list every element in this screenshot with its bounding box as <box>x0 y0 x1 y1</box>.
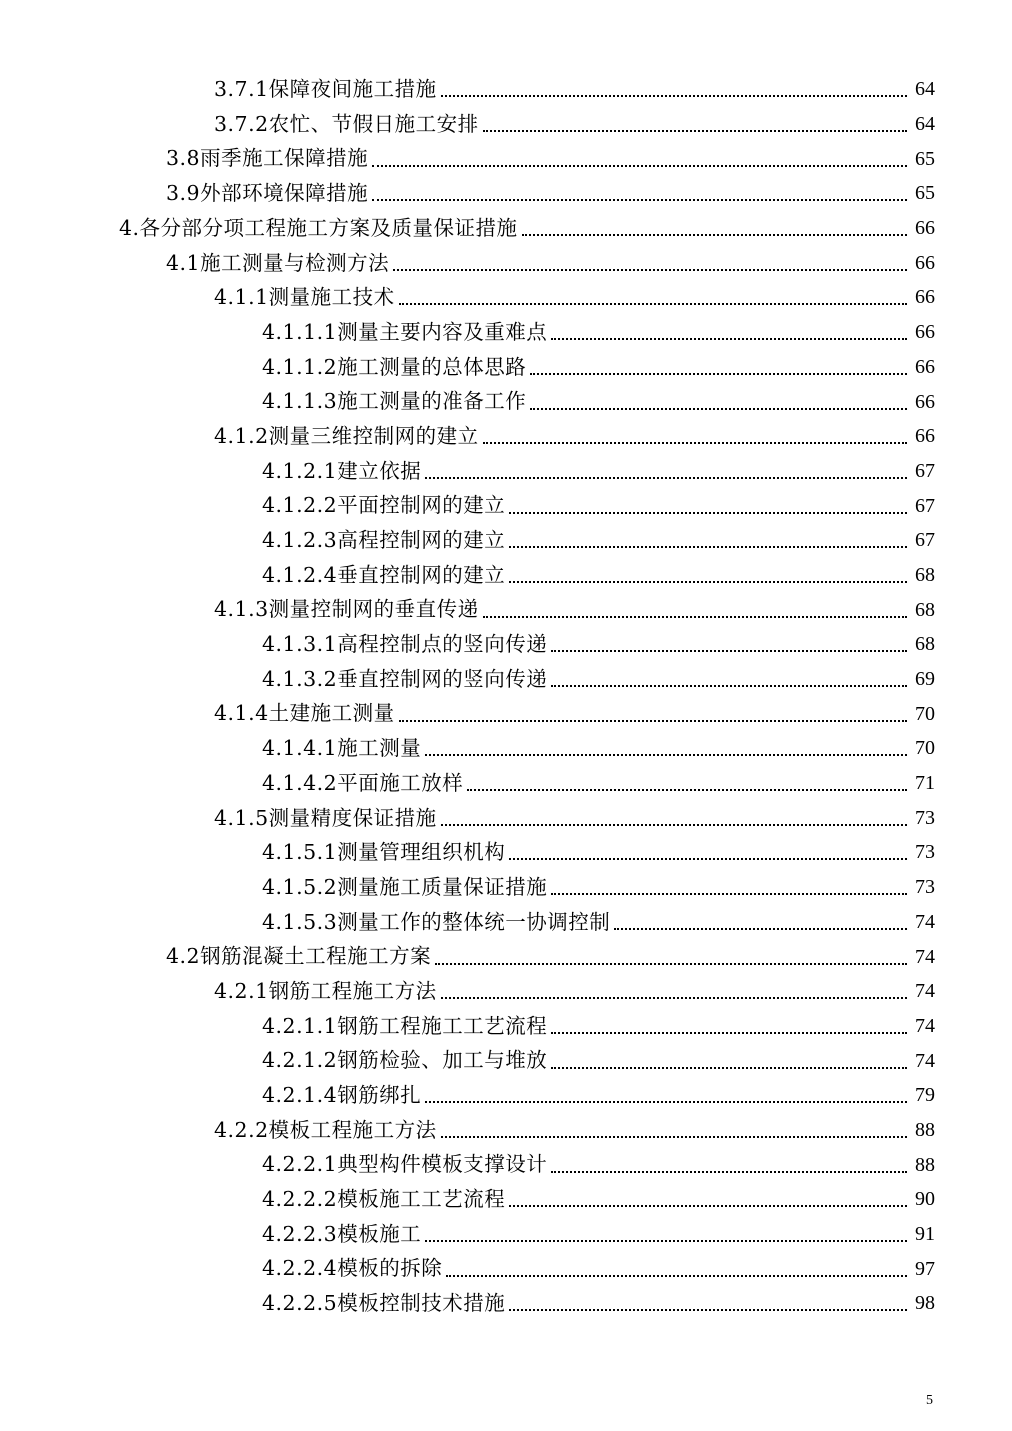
toc-entry[interactable] <box>0 1009 1012 1044</box>
toc-entry[interactable] <box>0 1251 1012 1286</box>
toc-entry-page: 68 <box>915 633 935 656</box>
toc-dot-leader <box>551 685 907 687</box>
toc-entry-title: 4.1.3测量控制网的垂直传递 <box>214 597 479 622</box>
toc-entry-title: 4.1.3.2垂直控制网的竖向传递 <box>262 666 548 691</box>
toc-entry[interactable] <box>0 870 1012 905</box>
toc-dot-leader <box>425 477 907 479</box>
toc-entry-title: 3.7.2农忙、节假日施工安排 <box>214 111 479 136</box>
toc-dot-leader <box>614 928 907 930</box>
toc-entry[interactable] <box>0 72 1012 107</box>
toc-entry-title: 4.2.1.4钢筋绑扎 <box>262 1083 422 1108</box>
toc-dot-leader <box>441 1136 907 1138</box>
toc-entry[interactable] <box>0 315 1012 350</box>
toc-entry-title: 4.各分部分项工程施工方案及质量保证措施 <box>119 215 518 240</box>
toc-entry-page: 66 <box>915 217 935 240</box>
toc-dot-leader <box>425 1101 907 1103</box>
toc-entry-page: 74 <box>915 910 935 933</box>
toc-entry-page: 71 <box>915 772 935 795</box>
toc-entry-page: 67 <box>915 494 935 517</box>
toc-entry-page: 66 <box>915 251 935 274</box>
toc-entry-title: 4.1.2.1建立依据 <box>262 458 422 483</box>
toc-entry-title: 3.8雨季施工保障措施 <box>166 146 369 171</box>
table-of-contents <box>0 72 1012 1321</box>
toc-entry-page: 66 <box>915 390 935 413</box>
toc-entry[interactable] <box>0 627 1012 662</box>
toc-entry-title: 4.2.2.2模板施工工艺流程 <box>262 1187 506 1212</box>
toc-entry-page: 65 <box>915 182 935 205</box>
toc-entry[interactable] <box>0 350 1012 385</box>
toc-entry[interactable] <box>0 1182 1012 1217</box>
toc-dot-leader <box>425 754 907 756</box>
toc-entry-title: 4.1.4土建施工测量 <box>214 701 395 726</box>
toc-entry[interactable] <box>0 974 1012 1009</box>
toc-entry-title: 4.1.5.2测量施工质量保证措施 <box>262 874 548 899</box>
toc-entry[interactable] <box>0 800 1012 835</box>
toc-entry-title: 4.1.1测量施工技术 <box>214 285 395 310</box>
toc-entry-title: 4.2钢筋混凝土工程施工方案 <box>166 944 432 969</box>
toc-entry-title: 4.2.1钢筋工程施工方法 <box>214 978 437 1003</box>
toc-entry[interactable] <box>0 141 1012 176</box>
toc-entry-title: 4.2.2.5模板控制技术措施 <box>262 1291 506 1316</box>
toc-entry[interactable] <box>0 1217 1012 1252</box>
toc-entry-page: 74 <box>915 1014 935 1037</box>
toc-entry[interactable] <box>0 523 1012 558</box>
toc-dot-leader <box>530 373 907 375</box>
toc-entry-title: 4.1.1.3施工测量的准备工作 <box>262 389 527 414</box>
toc-entry-title: 4.1.2.3高程控制网的建立 <box>262 528 506 553</box>
toc-entry-page: 73 <box>915 876 935 899</box>
toc-entry-page: 66 <box>915 321 935 344</box>
toc-entry-title: 3.9外部环境保障措施 <box>166 181 369 206</box>
toc-entry[interactable] <box>0 107 1012 142</box>
toc-entry-title: 4.2.1.1钢筋工程施工工艺流程 <box>262 1013 548 1038</box>
toc-entry-page: 97 <box>915 1257 935 1280</box>
toc-entry-page: 90 <box>915 1188 935 1211</box>
toc-entry[interactable] <box>0 454 1012 489</box>
toc-entry-title: 4.2.2模板工程施工方法 <box>214 1117 437 1142</box>
toc-entry-page: 64 <box>915 78 935 101</box>
toc-entry-page: 66 <box>915 425 935 448</box>
toc-entry[interactable] <box>0 419 1012 454</box>
toc-entry-page: 88 <box>915 1153 935 1176</box>
toc-dot-leader <box>551 1067 907 1069</box>
toc-entry[interactable] <box>0 558 1012 593</box>
toc-dot-leader <box>441 997 907 999</box>
toc-entry-title: 4.1.1.1测量主要内容及重难点 <box>262 319 548 344</box>
toc-entry-page: 73 <box>915 806 935 829</box>
toc-entry[interactable] <box>0 939 1012 974</box>
toc-entry-title: 4.1.5.3测量工作的整体统一协调控制 <box>262 909 611 934</box>
toc-dot-leader <box>509 1309 907 1311</box>
toc-dot-leader <box>393 269 907 271</box>
toc-entry-title: 4.1.5测量精度保证措施 <box>214 805 437 830</box>
toc-entry-page: 64 <box>915 113 935 136</box>
toc-entry[interactable] <box>0 662 1012 697</box>
toc-entry-title: 4.1.2.2平面控制网的建立 <box>262 493 506 518</box>
toc-dot-leader <box>441 824 907 826</box>
toc-entry-page: 67 <box>915 529 935 552</box>
toc-dot-leader <box>509 858 907 860</box>
toc-entry-page: 69 <box>915 668 935 691</box>
toc-dot-leader <box>509 546 907 548</box>
toc-dot-leader <box>551 650 907 652</box>
toc-entry-title: 4.2.1.2钢筋检验、加工与堆放 <box>262 1048 548 1073</box>
toc-entry[interactable] <box>0 696 1012 731</box>
toc-entry-page: 74 <box>915 980 935 1003</box>
toc-entry-title: 4.1.1.2施工测量的总体思路 <box>262 354 527 379</box>
toc-entry[interactable] <box>0 1043 1012 1078</box>
toc-entry-title: 3.7.1保障夜间施工措施 <box>214 77 437 102</box>
toc-dot-leader <box>372 199 907 201</box>
toc-dot-leader <box>551 1171 907 1173</box>
toc-entry-page: 74 <box>915 945 935 968</box>
toc-dot-leader <box>483 616 907 618</box>
toc-entry[interactable] <box>0 176 1012 211</box>
toc-dot-leader <box>551 893 907 895</box>
toc-entry-title: 4.1.4.1施工测量 <box>262 736 422 761</box>
toc-entry[interactable] <box>0 384 1012 419</box>
toc-entry-page: 91 <box>915 1223 935 1246</box>
toc-entry-page: 88 <box>915 1118 935 1141</box>
toc-entry-title: 4.2.2.1典型构件模板支撑设计 <box>262 1152 548 1177</box>
toc-entry-page: 67 <box>915 459 935 482</box>
toc-entry-page: 68 <box>915 598 935 621</box>
toc-entry[interactable] <box>0 1286 1012 1321</box>
toc-entry-page: 79 <box>915 1084 935 1107</box>
toc-dot-leader <box>425 1240 907 1242</box>
toc-entry[interactable] <box>0 905 1012 940</box>
toc-dot-leader <box>551 338 907 340</box>
toc-dot-leader <box>483 442 907 444</box>
page-number: 5 <box>926 1393 933 1408</box>
toc-dot-leader <box>399 303 907 305</box>
toc-entry-title: 4.2.2.3模板施工 <box>262 1221 422 1246</box>
toc-dot-leader <box>399 720 907 722</box>
toc-entry-page: 98 <box>915 1292 935 1315</box>
toc-dot-leader <box>522 234 907 236</box>
toc-entry[interactable] <box>0 1113 1012 1148</box>
toc-dot-leader <box>509 581 907 583</box>
toc-entry[interactable] <box>0 488 1012 523</box>
toc-dot-leader <box>530 408 907 410</box>
toc-dot-leader <box>509 1205 907 1207</box>
toc-dot-leader <box>372 165 907 167</box>
toc-entry-title: 4.2.2.4模板的拆除 <box>262 1256 443 1281</box>
toc-dot-leader <box>441 95 907 97</box>
toc-dot-leader <box>551 1032 907 1034</box>
toc-entry[interactable] <box>0 1147 1012 1182</box>
toc-entry-page: 70 <box>915 737 935 760</box>
toc-entry[interactable] <box>0 592 1012 627</box>
toc-entry-page: 74 <box>915 1049 935 1072</box>
toc-entry[interactable] <box>0 280 1012 315</box>
toc-entry-page: 65 <box>915 147 935 170</box>
toc-dot-leader <box>435 963 907 965</box>
toc-entry-page: 66 <box>915 286 935 309</box>
toc-entry-title: 4.1.2.4垂直控制网的建立 <box>262 562 506 587</box>
toc-entry-page: 68 <box>915 563 935 586</box>
toc-entry[interactable] <box>0 1078 1012 1113</box>
toc-entry-page: 70 <box>915 702 935 725</box>
toc-entry-page: 66 <box>915 355 935 378</box>
toc-entry[interactable] <box>0 211 1012 246</box>
toc-entry[interactable] <box>0 731 1012 766</box>
toc-entry[interactable] <box>0 766 1012 801</box>
toc-entry[interactable] <box>0 835 1012 870</box>
toc-entry-title: 4.1.4.2平面施工放样 <box>262 770 464 795</box>
toc-entry-title: 4.1施工测量与检测方法 <box>166 250 390 275</box>
toc-dot-leader <box>509 512 907 514</box>
toc-entry-title: 4.1.2测量三维控制网的建立 <box>214 423 479 448</box>
toc-entry-page: 73 <box>915 841 935 864</box>
toc-entry[interactable] <box>0 245 1012 280</box>
toc-entry-title: 4.1.3.1高程控制点的竖向传递 <box>262 632 548 657</box>
toc-dot-leader <box>446 1275 907 1277</box>
toc-dot-leader <box>483 130 907 132</box>
toc-dot-leader <box>467 789 907 791</box>
toc-entry-title: 4.1.5.1测量管理组织机构 <box>262 840 506 865</box>
